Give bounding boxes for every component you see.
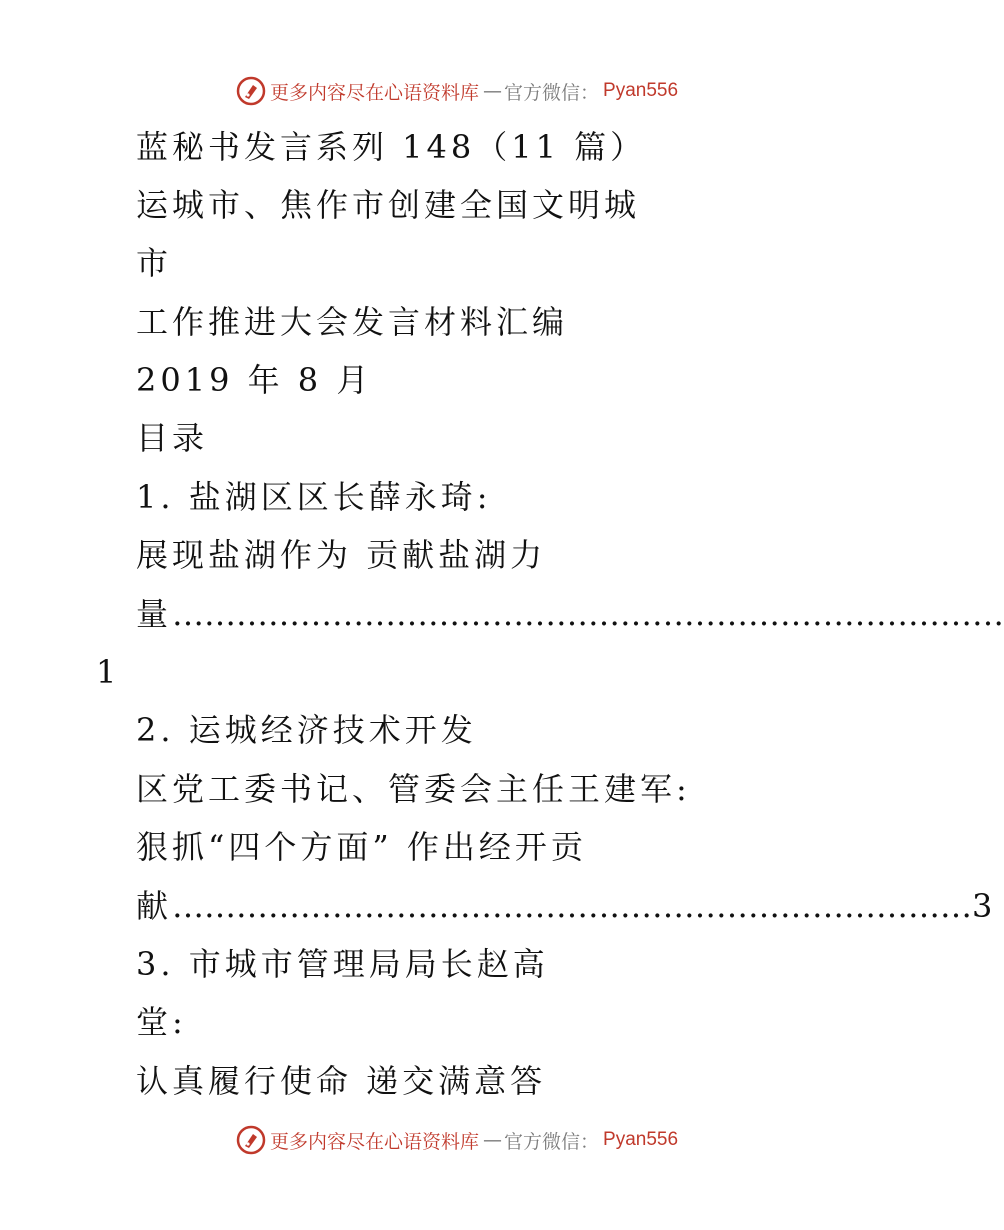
title-line-3: 工作推进大会发言材料汇编 xyxy=(136,303,569,341)
watermark-secondary-text: 官方微信： xyxy=(504,81,600,104)
toc-item-2-page: 3 xyxy=(972,887,997,925)
watermark-main-text: 更多内容尽在心语资料库 xyxy=(270,1130,480,1153)
toc-item-2-leader: ………………………………………………………………… xyxy=(172,887,973,925)
toc-item-2-title-cont: 区党工委书记、管委会主任王建军: xyxy=(136,770,691,808)
toc-heading: 目录 xyxy=(136,419,209,457)
watermark-main-text: 更多内容尽在心语资料库 xyxy=(270,81,480,104)
toc-item-2-subtitle: 狠抓“四个方面” 作出经开贡 xyxy=(136,828,587,866)
toc-item-1-subtitle: 展现盐湖作为 贡献盐湖力 xyxy=(136,536,547,574)
toc-item-2-title: 2. 运城经济技术开发 xyxy=(136,711,477,749)
watermark-banner-top xyxy=(236,74,678,108)
pen-nib-circle-logo-icon xyxy=(236,76,266,106)
toc-item-3-title: 3. 市城市管理局局长赵高 xyxy=(136,945,549,983)
pen-nib-circle-logo-icon xyxy=(236,1125,266,1155)
watermark-wechat-id: Pyan556 xyxy=(603,80,679,101)
toc-item-1-title: 1. 盐湖区区长薛永琦: xyxy=(136,478,492,516)
watermark-wechat-id: Pyan556 xyxy=(603,1129,679,1150)
watermark-secondary-text: 官方微信： xyxy=(504,1130,600,1153)
toc-item-2-tail: 献 xyxy=(136,887,173,925)
series-title: 蓝秘书发言系列 148（11 篇） xyxy=(136,128,647,166)
toc-item-1-leader-line xyxy=(136,594,1004,634)
toc-item-1-tail: 量 xyxy=(136,595,173,633)
toc-item-3-title-cont: 堂: xyxy=(136,1003,187,1041)
toc-item-1-page: 1 xyxy=(96,653,121,691)
title-line-2: 市 xyxy=(136,244,173,282)
document-date: 2019 年 8 月 xyxy=(136,361,373,399)
watermark-separator: — xyxy=(483,80,501,102)
toc-item-3-subtitle: 认真履行使命 递交满意答 xyxy=(136,1062,547,1100)
watermark-separator: — xyxy=(483,1129,501,1151)
title-line-1: 运城市、焦作市创建全国文明城 xyxy=(136,186,641,224)
watermark-banner-bottom xyxy=(236,1123,678,1157)
toc-item-2-leader-line xyxy=(136,886,996,926)
toc-item-1-leader: …………………………………………………………………… xyxy=(172,595,1004,633)
